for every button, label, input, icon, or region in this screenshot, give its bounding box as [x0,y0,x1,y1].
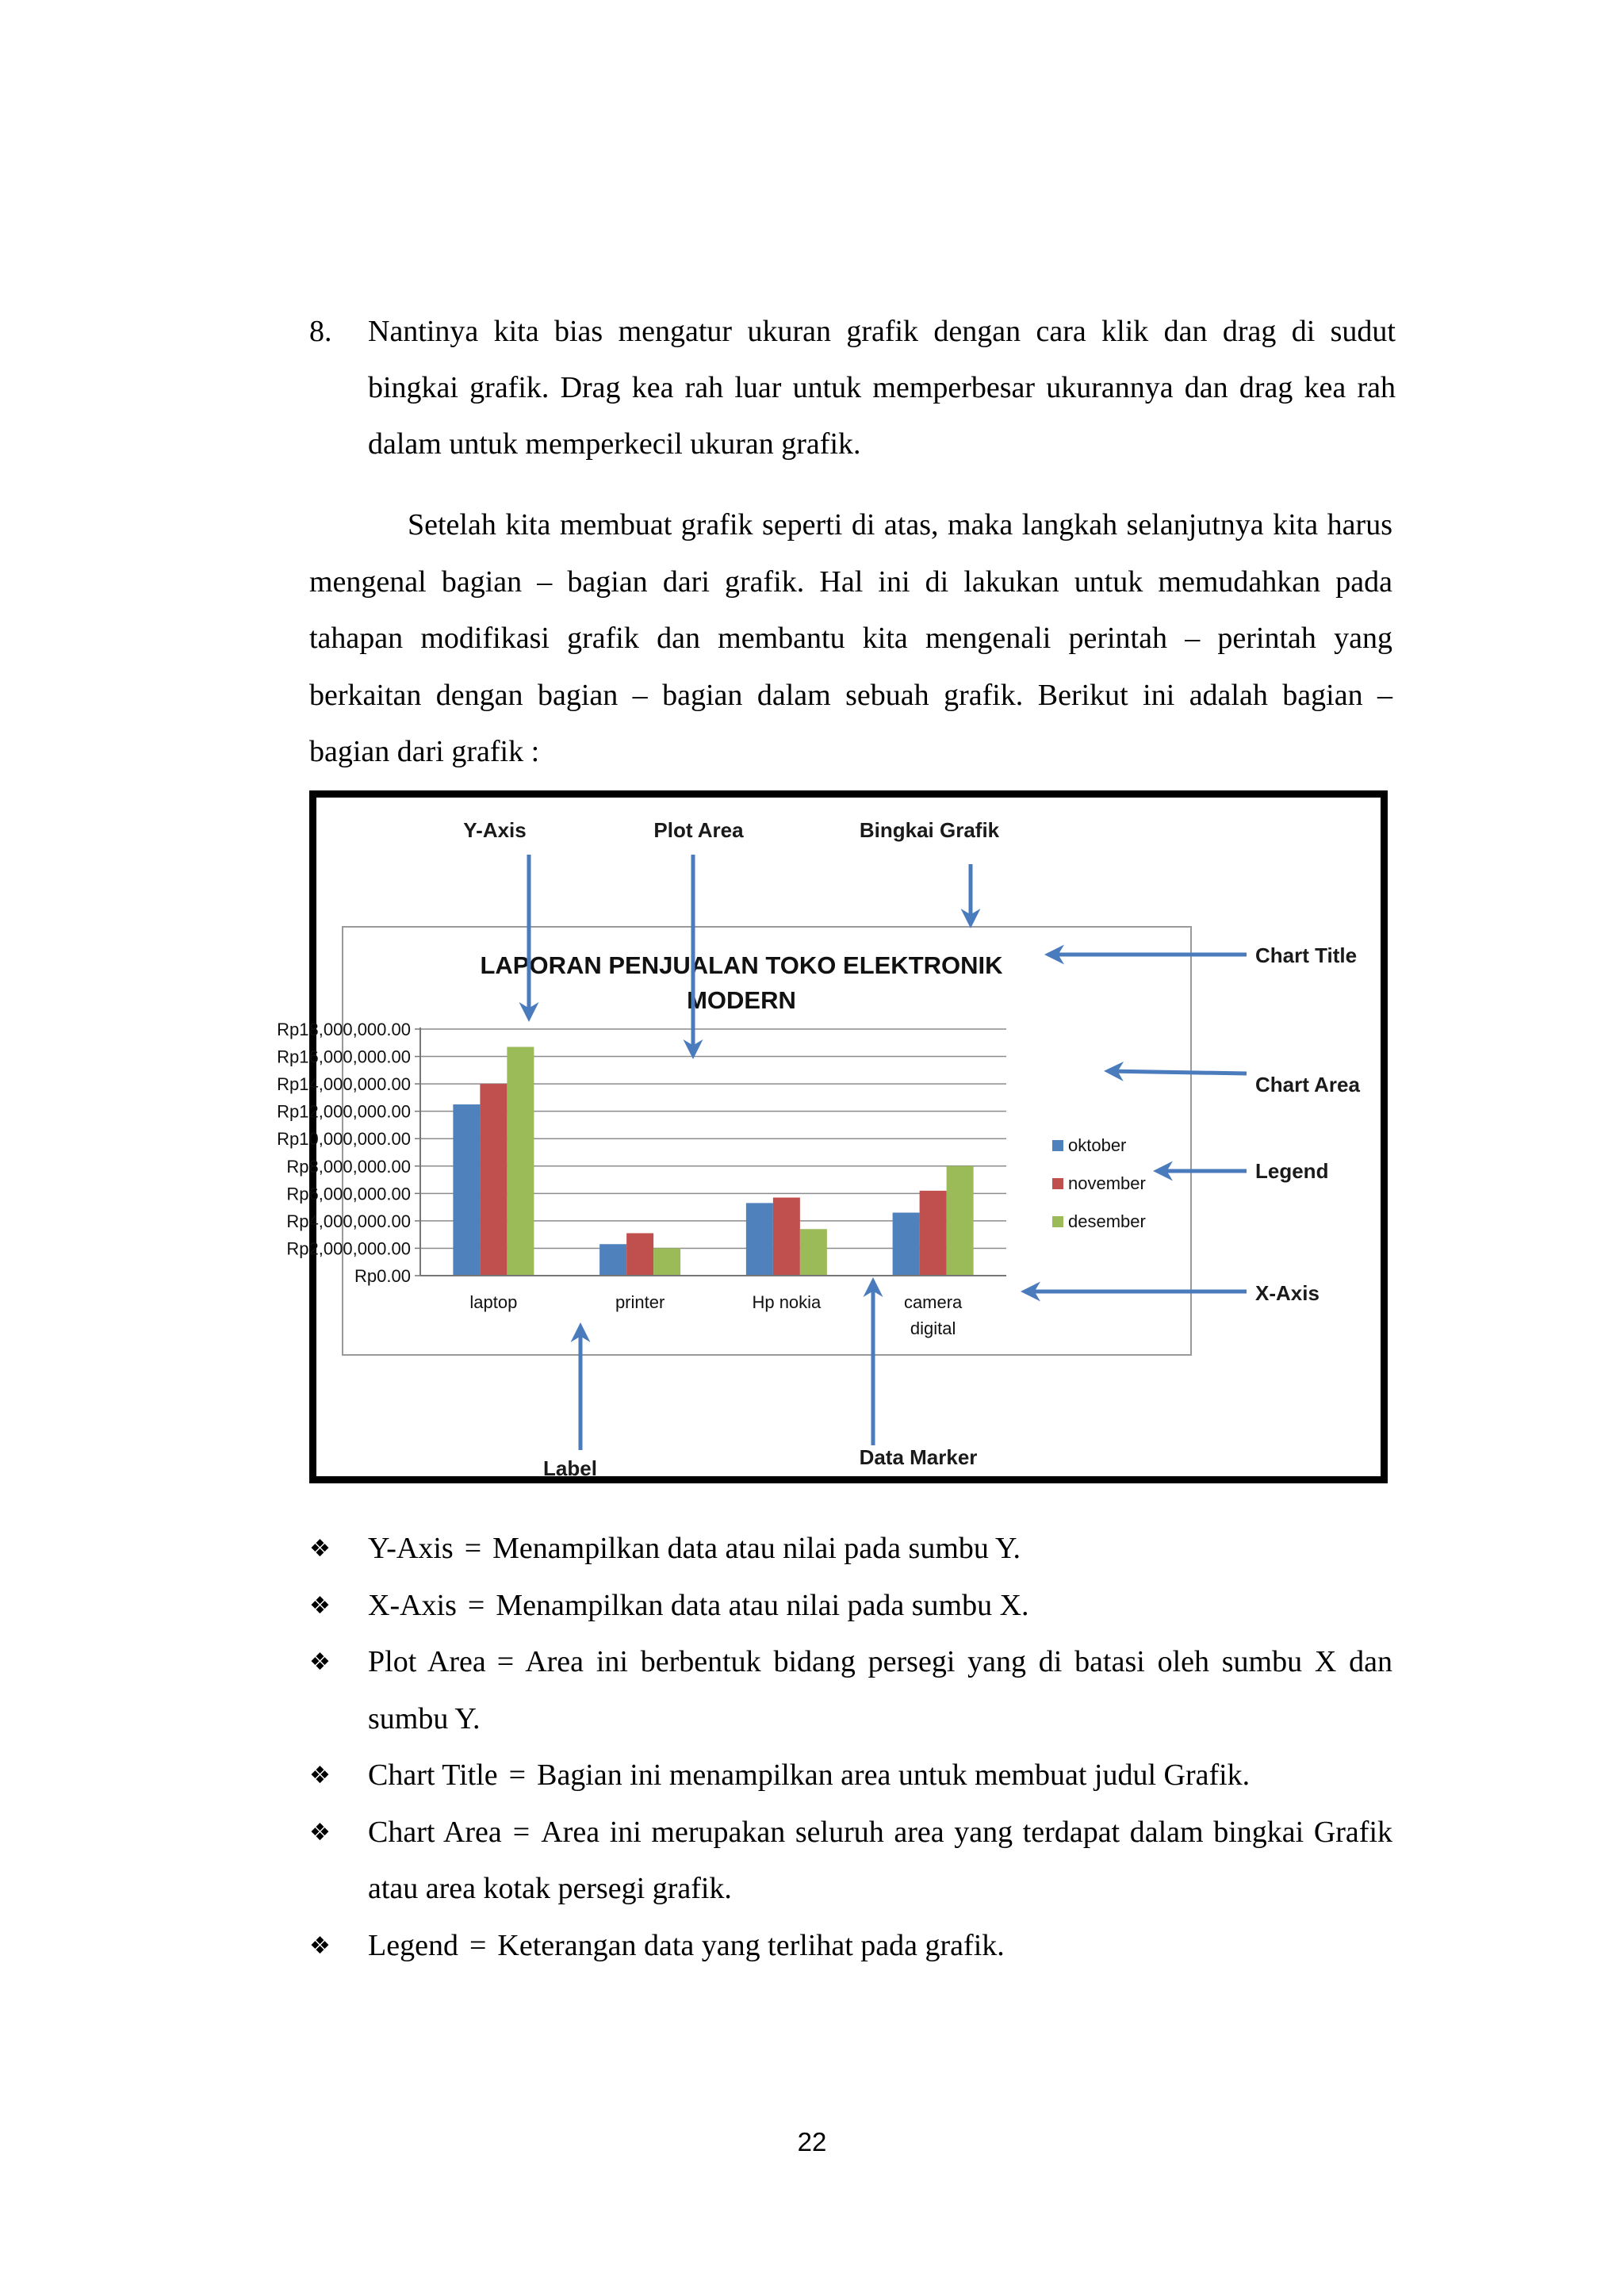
list-item [309,1578,1392,1635]
list-item [309,1804,1392,1918]
body-paragraph: Setelah kita membuat grafik seperti di atas, maka langkah selanjutnya kita harus mengenal bagian – bagian dari grafik. Hal ini di lakukan untuk memudahkan pada tahapan modifikasi grafik dan membantu kita mengenali perintah – perintah yang berkaitan dengan bagian – bagian dalam sebuah grafik. Berikut ini adalah bagian – bagian dari grafik : [309,508,1392,768]
y-tick-label: Rp0.00 [354,1266,411,1286]
numbered-item-8 [309,304,1396,473]
y-tick-label: Rp6,000,000.00 [286,1184,411,1204]
category-label: laptop [469,1292,518,1312]
description: Bagian ini menampilkan area untuk membuat judul Grafik. [537,1758,1251,1792]
diamond-bullet-icon: ❖ [309,1931,331,1960]
list-item [309,1918,1392,1975]
bar-oktober-2 [746,1203,773,1276]
annotation-plot-area: Plot Area [653,818,744,842]
definition-list [309,1521,1392,1974]
term: Chart Title [368,1758,498,1792]
annotation-y-axis: Y-Axis [463,818,527,842]
bar-oktober-1 [599,1244,626,1276]
bar-november-1 [626,1233,653,1276]
legend-swatch-november [1052,1178,1063,1189]
y-tick-label: Rp14,000,000.00 [277,1074,411,1095]
legend-label-desember: desember [1068,1211,1146,1231]
category-label: camera [903,1292,963,1312]
bar-oktober-3 [893,1213,920,1276]
annotation-legend: Legend [1255,1159,1329,1183]
description: Menampilkan data atau nilai pada sumbu X. [496,1588,1029,1622]
bar-november-2 [773,1198,800,1276]
item-text: Nantinya kita bias mengatur ukuran grafik dengan cara klik dan drag di sudut bingkai grafik. Drag kea rah luar untuk memperbesar ukurannya dan drag kea rah dalam untuk memperkecil ukuran grafik. [368,315,1396,461]
list-item [309,1521,1392,1578]
equals-sign: = [469,1928,487,1962]
equals-sign: = [496,1645,515,1678]
bar-november-0 [480,1084,507,1276]
y-tick-label: Rp16,000,000.00 [277,1047,411,1067]
equals-sign: = [464,1532,482,1565]
chart-figure-svg [277,798,1381,1480]
description: Area ini merupakan seluruh area yang terdapat dalam bingkai Grafik atau area kotak persegi grafik. [368,1815,1392,1905]
bar-november-3 [920,1191,947,1276]
term: Legend [368,1928,458,1962]
term: Chart Area [368,1815,502,1849]
y-tick-label: Rp8,000,000.00 [286,1156,411,1177]
term: Plot Area [368,1645,486,1678]
legend-swatch-desember [1052,1216,1063,1227]
list-item [309,1634,1392,1747]
item-number: 8. [309,315,332,348]
bar-oktober-0 [453,1104,480,1276]
y-tick-label: Rp4,000,000.00 [286,1211,411,1231]
category-label: digital [910,1318,956,1338]
diamond-bullet-icon: ❖ [309,1591,331,1620]
category-label: Hp nokia [752,1292,822,1312]
category-label: printer [615,1292,665,1312]
diamond-bullet-icon: ❖ [309,1535,331,1563]
annotation-x-axis: X-Axis [1255,1281,1320,1305]
equals-sign: = [508,1758,527,1792]
equals-sign: = [512,1815,530,1849]
diamond-bullet-icon: ❖ [309,1762,331,1789]
diamond-bullet-icon: ❖ [309,1818,331,1846]
arrow-chart-area [1108,1071,1247,1073]
annotation-chart-area: Chart Area [1255,1073,1360,1096]
bar-desember-1 [653,1248,680,1276]
chart-figure-frame [277,790,1388,1483]
description: Area ini berbentuk bidang persegi yang di batasi oleh sumbu X dan sumbu Y. [368,1645,1392,1735]
bar-desember-0 [507,1047,534,1276]
page-number: 22 [797,2127,827,2156]
diamond-bullet-icon: ❖ [309,1648,331,1676]
legend-label-oktober: oktober [1068,1135,1127,1155]
y-tick-label: Rp12,000,000.00 [277,1101,411,1122]
term: X-Axis [368,1588,457,1622]
term: Y-Axis [368,1532,454,1565]
y-tick-label: Rp18,000,000.00 [277,1020,411,1039]
bar-desember-2 [800,1229,827,1276]
annotation-bingkai-grafik: Bingkai Grafik [859,818,1000,842]
bar-desember-3 [947,1166,974,1276]
legend-label-november: november [1068,1173,1146,1193]
description: Keterangan data yang terlihat pada grafik. [497,1928,1005,1962]
legend-swatch-oktober [1052,1140,1063,1151]
y-tick-label: Rp2,000,000.00 [286,1238,411,1259]
equals-sign: = [467,1588,485,1622]
chart-title-line-1: LAPORAN PENJUALAN TOKO ELEKTRONIK [480,951,1003,979]
chart-title-line-2: MODERN [687,986,796,1014]
y-tick-label: Rp10,000,000.00 [277,1129,411,1150]
annotation-label: Label [543,1456,597,1480]
list-item [309,1747,1392,1804]
annotation-data-marker: Data Marker [859,1445,978,1469]
annotation-chart-title: Chart Title [1255,943,1358,967]
description: Menampilkan data atau nilai pada sumbu Y. [492,1532,1021,1565]
